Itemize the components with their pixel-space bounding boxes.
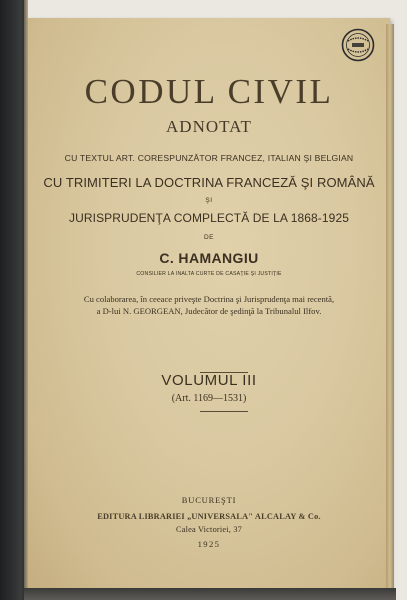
conjunction-si: ŞI <box>205 197 213 204</box>
volume-rule-bottom <box>200 411 248 412</box>
description-line-3: JURISPRUDENŢA COMPLECTĂ DE LA 1868-1925 <box>69 211 349 225</box>
conjunction-de: DE <box>203 234 215 241</box>
description-line-2: CU TRIMITERI LA DOCTRINA FRANCEZĂ ŞI ROMÂNĂ <box>43 175 375 190</box>
author-name: C. HAMANGIU <box>159 250 259 266</box>
library-stamp-icon <box>341 28 375 62</box>
page-bottom-shadow <box>24 588 396 600</box>
description-line-1: CU TEXTUL ART. CORESPUNZĂTOR FRANCEZ, ITALIAN ŞI BELGIAN <box>64 153 354 163</box>
publication-year: 1925 <box>197 539 221 549</box>
collaboration-line-2: a D-lui N. GEORGEAN, Judecător de şedinţă la Tribunalul Ilfov. <box>96 306 322 316</box>
volume-number: VOLUMUL III <box>161 372 257 389</box>
collaboration-line-1: Cu colaborarea, în ceeace priveşte Doctrina şi Jurisprudenţa mai recentă, <box>83 294 335 304</box>
article-range: (Art. 1169—1531) <box>171 393 247 404</box>
book-subtitle: ADNOTAT <box>166 117 252 136</box>
book-binding <box>0 0 26 600</box>
book-title: CODUL CIVIL <box>84 72 334 111</box>
author-title: CONSILIER LA INALTA CURTE DE CASAŢIE ŞI JUSTIŢIE <box>136 271 282 277</box>
publication-city: BUCUREŞTI <box>181 495 237 505</box>
publisher: EDITURA LIBRARIEI „UNIVERSALA" ALCALAY & Co. <box>97 512 321 521</box>
publisher-address: Calea Victoriei, 37 <box>175 525 243 534</box>
